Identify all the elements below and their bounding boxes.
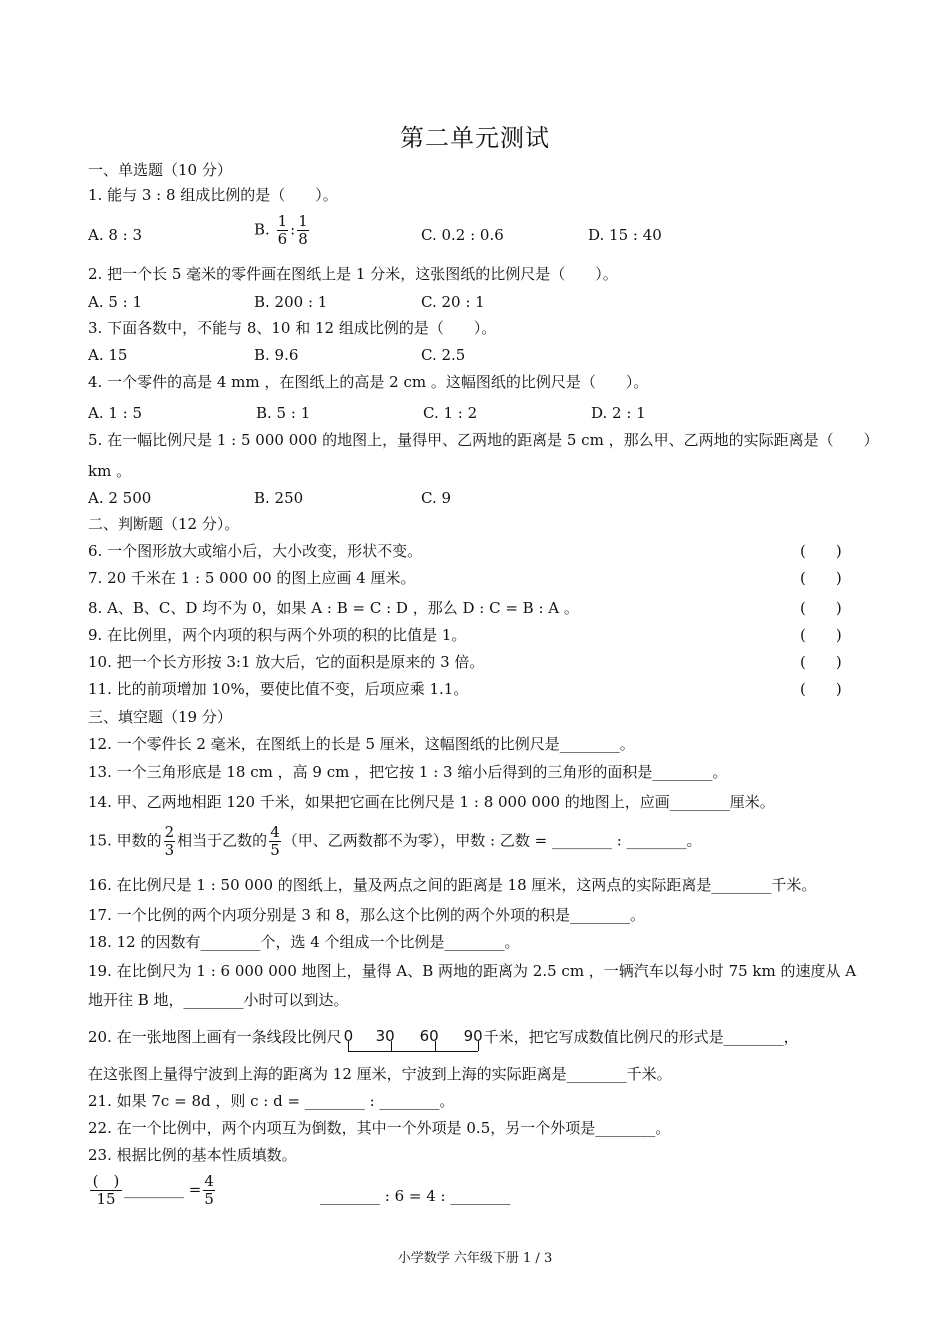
question-11: 11. 比的前项增加 10%，要使比值不变，后项应乘 1.1。 — [88, 680, 469, 698]
q3-option-c: C. 2.5 — [421, 346, 466, 364]
q4-option-c: C. 1 : 2 — [423, 404, 478, 422]
q1-fraction-1: $\frac{1}{6}$ — [277, 212, 288, 248]
q2-option-c: C. 20 : 1 — [421, 293, 485, 311]
q1-option-b-label: B. — [254, 220, 270, 239]
section-heading-fill-blank: 三、填空题（19 分） — [88, 708, 232, 726]
q1-option-b — [254, 213, 311, 248]
question-4: 4. 一个零件的高是 4 mm ，在图纸上的高是 2 cm 。这幅图纸的比例尺是（ ）。 — [88, 373, 649, 391]
scale-tick — [478, 1041, 479, 1051]
q23-fraction-blank: $\frac{( )}{15}$ — [90, 1173, 122, 1208]
q1-option-d: D. 15 : 40 — [588, 226, 662, 244]
page-title: 第二单元测试 — [400, 124, 550, 152]
q4-option-d: D. 2 : 1 — [591, 404, 646, 422]
q5-option-a: A. 2 500 — [88, 489, 152, 507]
q23-fraction-4-5: $\frac{4}{5}$ — [204, 1172, 214, 1208]
scale-tick — [348, 1041, 349, 1051]
question-18: 18. 12 的因数有________个，选 4 个组成一个比例是________。 — [88, 933, 520, 951]
question-1: 1. 能与 3 : 8 组成比例的是（ ）。 — [88, 186, 338, 204]
section-heading-single-choice: 一、单选题（10 分） — [88, 161, 232, 179]
scale-bar — [348, 1045, 478, 1052]
question-13: 13. 一个三角形底是 18 cm ，高 9 cm ，把它按 1 : 3 缩小后得到的三角形的面积是________。 — [88, 763, 728, 781]
q4-option-a: A. 1 : 5 — [88, 404, 143, 422]
q7-answer-paren: ( ) — [800, 569, 842, 587]
q5-option-b: B. 250 — [254, 489, 304, 507]
question-23: 23. 根据比例的基本性质填数。 — [88, 1146, 297, 1164]
question-10: 10. 把一个长方形按 3:1 放大后，它的面积是原来的 3 倍。 — [88, 653, 485, 671]
question-16: 16. 在比例尺是 1 : 50 000 的图纸上，量及两点之间的距离是 18 厘米，这两点的实际距离是________千米。 — [88, 876, 817, 894]
q15-fraction-1: $\frac{2}{3}$ — [164, 823, 175, 859]
q1-fraction-2: $\frac{1}{8}$ — [298, 212, 308, 248]
question-5-line-1: 5. 在一幅比例尺是 1 : 5 000 000 的地图上，量得甲、乙两地的距离是 5 cm ，那么甲、乙两地的实际距离是（ ） — [88, 431, 879, 449]
question-2: 2. 把一个长 5 毫米的零件画在图纸上是 1 分米，这张图纸的比例尺是（ ）。 — [88, 265, 618, 283]
question-20-line-2: 在这张图上量得宁波到上海的距离为 12 厘米，宁波到上海的实际距离是________千米。 — [88, 1065, 672, 1083]
line-scale-ruler — [344, 1023, 482, 1053]
page-footer: 小学数学 六年级下册 1 / 3 — [397, 1251, 553, 1266]
question-8: 8. A、B、C、D 均不为 0，如果 A : B = C : D ，那么 D : C = B : A 。 — [88, 599, 579, 617]
q10-answer-paren: ( ) — [800, 653, 842, 671]
q8-answer-paren: ( ) — [800, 599, 842, 617]
q23-right-equation: ________ : 6 = 4 : ________ — [320, 1187, 511, 1205]
question-5-line-2: km 。 — [88, 462, 132, 480]
question-15 — [88, 824, 702, 859]
q2-option-b: B. 200 : 1 — [254, 293, 328, 311]
question-21: 21. 如果 7c = 8d ，则 c : d = ________ : ________。 — [88, 1092, 455, 1110]
scale-tick — [391, 1041, 392, 1051]
q3-option-b: B. 9.6 — [254, 346, 299, 364]
q5-option-c: C. 9 — [421, 489, 452, 507]
scale-tick — [435, 1041, 436, 1051]
q15-text-mid: 相当于乙数的 — [177, 831, 268, 850]
q1-colon: : — [290, 220, 296, 239]
q3-option-a: A. 15 — [88, 346, 128, 364]
question-7: 7. 20 千米在 1 : 5 000 00 的图上应画 4 厘米。 — [88, 569, 416, 587]
q15-fraction-2: $\frac{4}{5}$ — [270, 823, 280, 859]
question-19-line-1: 19. 在比倒尺为 1 : 6 000 000 地图上，量得 A、B 两地的距离为 2.5 cm ，一辆汽车以每小时 75 km 的速度从 A — [88, 962, 857, 980]
scale-tick-label-90: 90 — [463, 1027, 483, 1045]
q23-mid-text: ________ = — [124, 1180, 202, 1199]
q1-option-a: A. 8 : 3 — [88, 226, 143, 244]
q20-text-post: 千米，把它写成数值比例尺的形式是________， — [483, 1028, 799, 1046]
section-heading-true-false: 二、判断题（12 分）。 — [88, 515, 240, 533]
question-6: 6. 一个图形放大或缩小后，大小改变，形状不变。 — [88, 542, 423, 560]
question-14: 14. 甲、乙两地相距 120 千米，如果把它画在比例尺是 1 : 8 000 000 的地图上，应画________厘米。 — [88, 793, 775, 811]
q4-option-b: B. 5 : 1 — [256, 404, 311, 422]
question-17: 17. 一个比例的两个内项分别是 3 和 8，那么这个比例的两个外项的积是________。 — [88, 906, 646, 924]
q15-text-post: （甲、乙两数都不为零），甲数 : 乙数 = ________ : ________。 — [282, 831, 702, 850]
scale-tick-label-60: 60 — [419, 1027, 439, 1045]
question-20-line-1 — [88, 1022, 799, 1053]
q23-left-equation — [88, 1173, 217, 1208]
scale-tick-label-30: 30 — [375, 1027, 395, 1045]
q6-answer-paren: ( ) — [800, 542, 842, 560]
question-19-line-2: 地开往 B 地，________小时可以到达。 — [88, 991, 349, 1009]
q9-answer-paren: ( ) — [800, 626, 842, 644]
q2-option-a: A. 5 : 1 — [88, 293, 143, 311]
q20-text-pre: 20. 在一张地图上画有一条线段比例尺 — [88, 1028, 342, 1046]
question-12: 12. 一个零件长 2 毫米，在图纸上的长是 5 厘米，这幅图纸的比例尺是________。 — [88, 735, 635, 753]
question-9: 9. 在比例里，两个内项的积与两个外项的积的比值是 1。 — [88, 626, 467, 644]
q1-option-c: C. 0.2 : 0.6 — [421, 226, 504, 244]
question-22: 22. 在一个比例中，两个内项互为倒数，其中一个外项是 0.5，另一个外项是________。 — [88, 1119, 671, 1137]
scale-tick-label-0: 0 — [343, 1027, 354, 1045]
question-3: 3. 下面各数中，不能与 8、10 和 12 组成比例的是（ ）。 — [88, 319, 497, 337]
q11-answer-paren: ( ) — [800, 680, 842, 698]
q15-text-pre: 15. 甲数的 — [88, 831, 162, 850]
